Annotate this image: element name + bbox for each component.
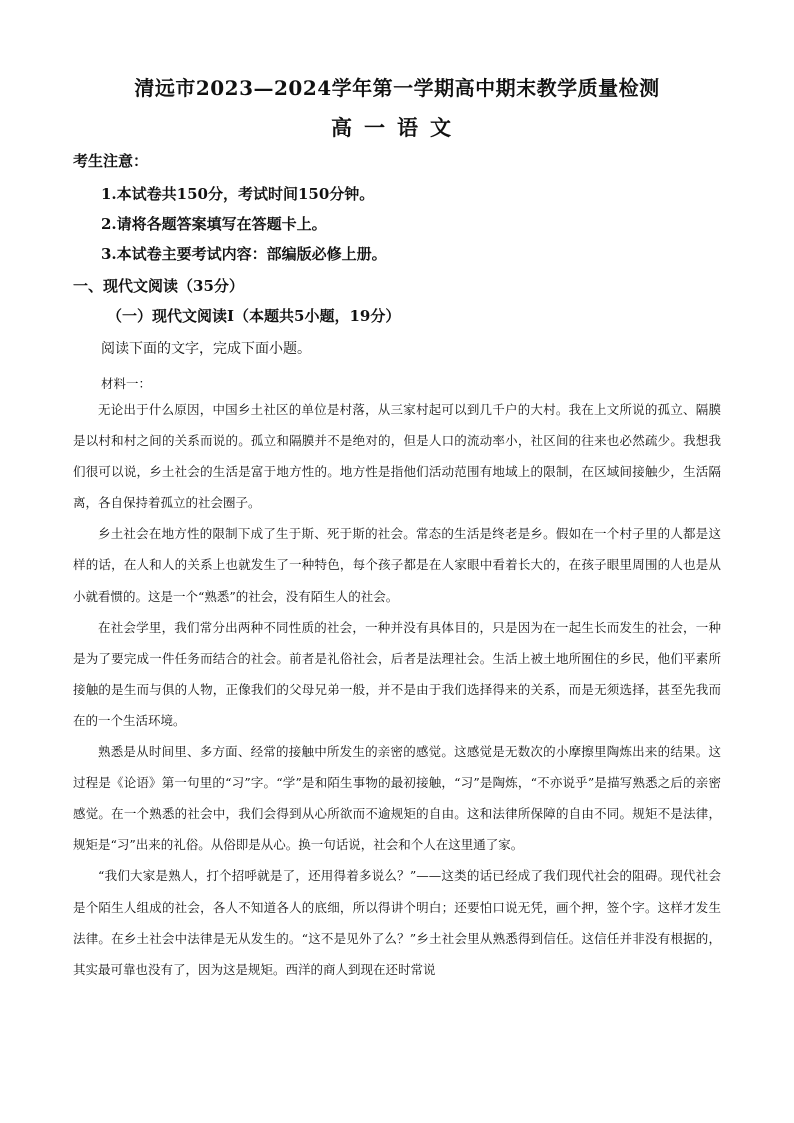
reading-instruction: 阅读下面的文字，完成下面小题。	[101, 341, 311, 357]
paragraph: “我们大家是熟人，打个招呼就是了，还用得着多说么？”——这类的话已经成了我们现代社会的阻碍。现代社会是个陌生人组成的社会，各人不知道各人的底细，所以得讲个明白；还要怕口说无凭，画个押，签个字。这样才发生法律。在乡土社会中法律是无从发生的。“这不是见外了么？”乡土社会里从熟悉得到信任。这信任并非没有根据的，其实最可靠也没有了，因为这是规矩。西洋的商人到现在还时常说	[73, 868, 721, 977]
exam-title: 清远市2023—2024学年第一学期高中期末教学质量检测	[134, 76, 660, 100]
paragraph: 熟悉是从时间里、多方面、经常的接触中所发生的亲密的感觉。这感觉是无数次的小摩擦里陶炼出来的结果。这过程是《论语》第一句里的“习”字。“学”是和陌生事物的最初接触，“习”是陶炼，“不亦说乎”是描写熟悉之后的亲密感觉。在一个熟悉的社会中，我们会得到从心所欲而不逾规矩的自由。这和法律所保障的自由不同。规矩不是法律，规矩是“习”出来的礼俗。从俗即是从心。换一句话说，社会和个人在这里通了家。	[73, 744, 721, 853]
notice-item-3: 3.本试卷主要考试内容：部编版必修上册。	[101, 245, 387, 263]
paragraph: 无论出于什么原因，中国乡土社区的单位是村落，从三家村起可以到几千户的大村。我在上文所说的孤立、隔膜是以村和村之间的关系而说的。孤立和隔膜并不是绝对的，但是人口的流动率小，社区间的往来也必然疏少。我想我们很可以说，乡土社会的生活是富于地方性的。地方性是指他们活动范围有地域上的限制，在区域间接触少，生活隔离，各自保持着孤立的社会圈子。	[73, 402, 721, 511]
notice-item-1: 1.本试卷共150分，考试时间150分钟。	[101, 185, 375, 203]
paragraph: 乡土社会在地方性的限制下成了生于斯、死于斯的社会。常态的生活是终老是乡。假如在一个村子里的人都是这样的话，在人和人的关系上也就发生了一种特色，每个孩子都是在人家眼中看着长大的，在孩子眼里周围的人也是从小就看惯的。这是一个“熟悉”的社会，没有陌生人的社会。	[73, 526, 721, 604]
paragraph: 在社会学里，我们常分出两种不同性质的社会，一种并没有具体目的，只是因为在一起生长而发生的社会，一种是为了要完成一件任务而结合的社会。前者是礼俗社会，后者是法理社会。生活上被土地所囿住的乡民，他们平素所接触的是生而与俱的人物，正像我们的父母兄弟一般，并不是由于我们选择得来的关系，而是无须选择，甚至先我而在的一个生活环境。	[73, 619, 721, 728]
subject-title: 高一语文	[331, 115, 463, 140]
notice-item-2: 2.请将各题答案填写在答题卡上。	[101, 215, 327, 233]
subsection-heading: （一）现代文阅读Ⅰ（本题共5小题，19分）	[107, 307, 401, 325]
section-heading: 一、现代文阅读（35分）	[73, 277, 244, 295]
material-label: 材料一：	[101, 376, 152, 391]
notice-heading: 考生注意：	[73, 152, 149, 170]
passage-body	[73, 394, 721, 985]
